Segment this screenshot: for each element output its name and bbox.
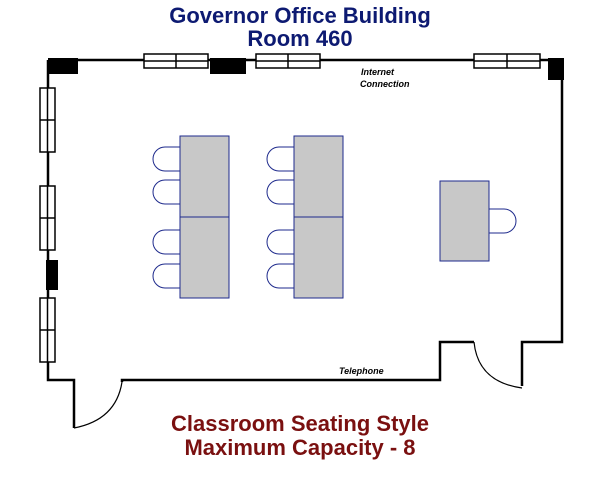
room-title: Room 460 [247,26,353,51]
pillar-top-left [48,58,78,74]
pillar-top-right [548,58,564,80]
chair[interactable] [267,264,294,288]
door-right[interactable] [474,342,522,388]
internet-label-line1: Internet [361,67,395,77]
windows-left [40,88,55,362]
chair[interactable] [153,264,180,288]
chair[interactable] [267,147,294,171]
chair[interactable] [153,147,180,171]
chair[interactable] [267,180,294,204]
seating-style-title: Classroom Seating Style [171,411,429,436]
pillar-top-mid [210,58,246,74]
window-left-2 [40,186,55,250]
chair[interactable] [489,209,516,233]
table[interactable] [440,181,489,261]
window-top-2 [256,54,320,68]
chair[interactable] [153,180,180,204]
building-title: Governor Office Building [169,3,431,28]
table[interactable] [180,136,229,217]
tables [180,136,489,298]
window-top-1 [144,54,208,68]
telephone-label: Telephone [339,366,384,376]
table[interactable] [180,217,229,298]
chair[interactable] [267,230,294,254]
pillar-left-mid [46,260,58,290]
chair[interactable] [153,230,180,254]
capacity-title: Maximum Capacity - 8 [184,435,416,460]
table[interactable] [294,136,343,217]
window-left-1 [40,88,55,152]
table[interactable] [294,217,343,298]
window-left-3 [40,298,55,362]
window-top-3 [474,54,540,68]
internet-label-line2: Connection [360,79,410,89]
